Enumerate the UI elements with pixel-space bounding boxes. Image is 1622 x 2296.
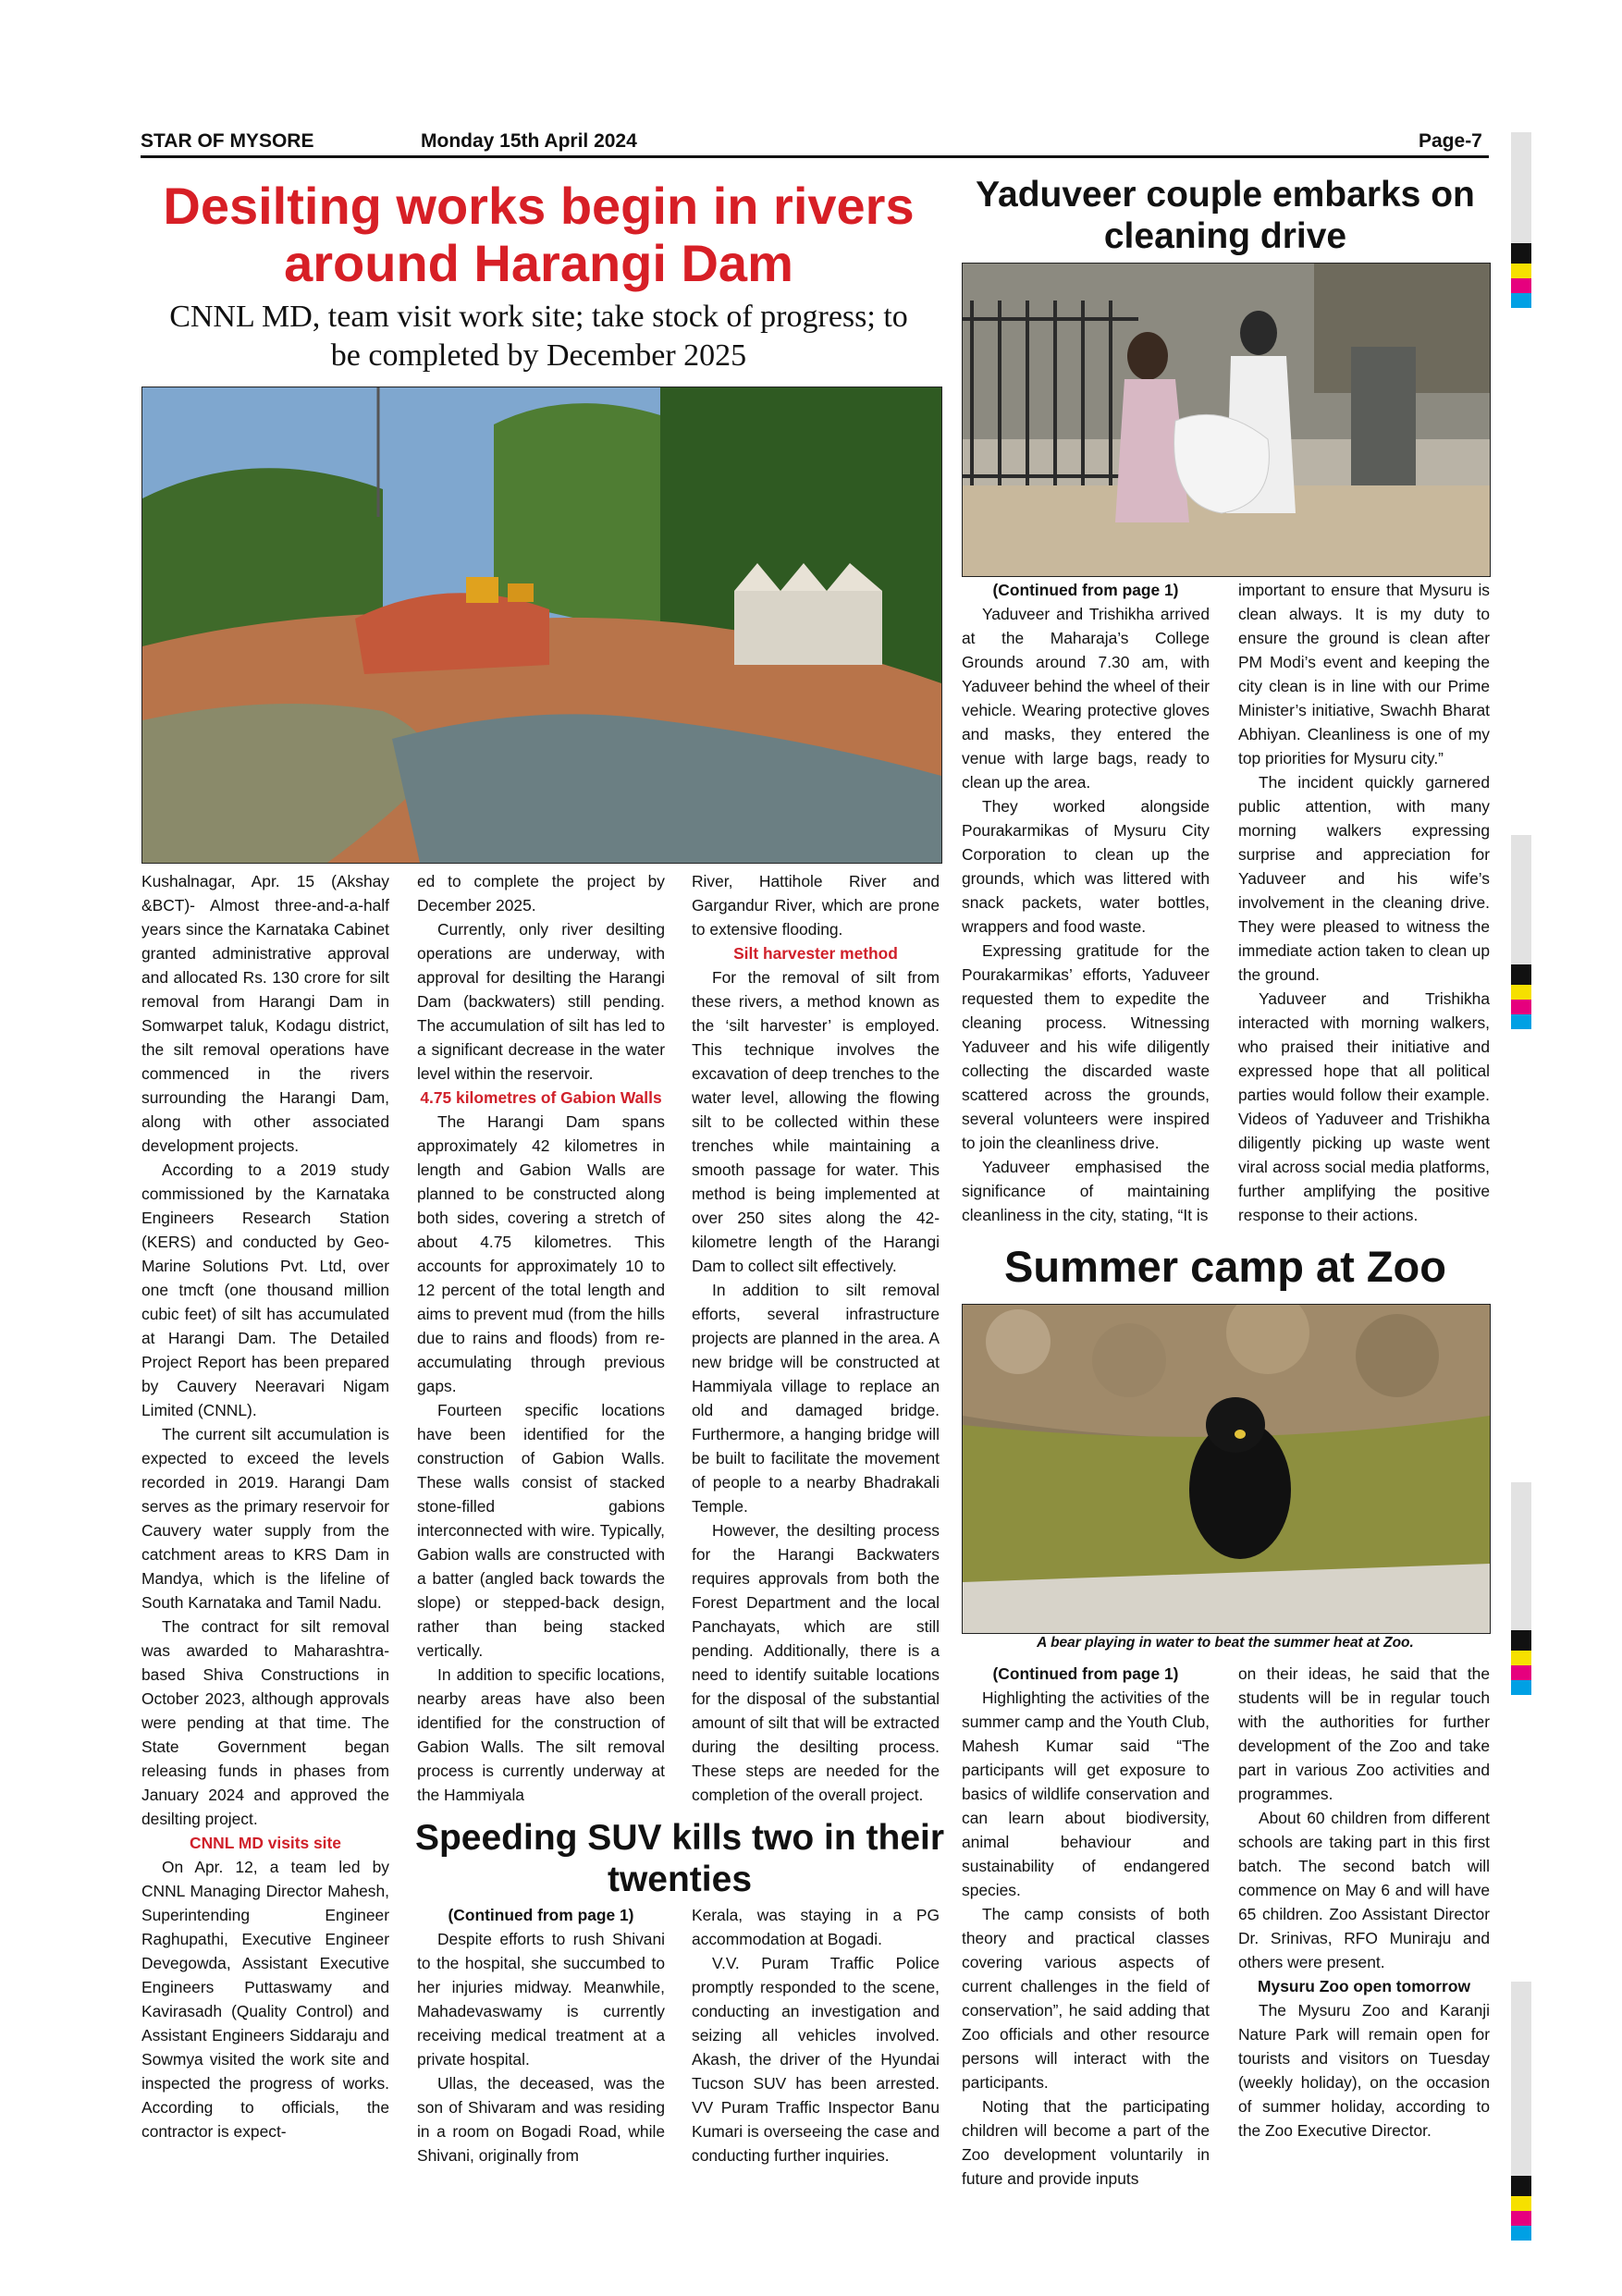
- desilting-column-3: [692, 869, 940, 1807]
- article-paragraph: In addition to specific locations, nearby areas have also been identified for the construction of Gabion Walls. The silt removal process is currently underway at the Hammiyala: [417, 1665, 665, 1804]
- yaduveer-headline: Yaduveer couple embarks on cleaning drive: [976, 175, 1475, 256]
- suv-column-1: [417, 1903, 665, 2167]
- desilting-column-2: [417, 869, 665, 1807]
- article-paragraph: About 60 children from different schools are taking part in this first batch. The second batch will commence on May 6 and will have 65 children. Zoo Assistant Director Dr. Srinivas, RFO Muniraju and others were present.: [1238, 1809, 1490, 1971]
- print-registration-strip: [1511, 132, 1531, 2296]
- yaduveer-column-2: [1238, 578, 1490, 1227]
- subheading: Silt harvester method: [733, 944, 898, 963]
- article-paragraph: The current silt accumulation is expected to exceed the levels recorded in 2019. Harangi Dam serves as the primary reservoir for Cauvery water supply from the catchment areas to KRS Dam in Mandya, which is the lifeline of South Karnataka and Tamil Nadu.: [141, 1425, 389, 1612]
- header-rule: [141, 155, 1489, 158]
- yaduveer-column-1: [962, 578, 1210, 1227]
- subheading: 4.75 kilometres of Gabion Walls: [420, 1088, 662, 1107]
- zoo-headline: Summer camp at Zoo: [1004, 1242, 1446, 1291]
- zoo-column-1: [962, 1662, 1210, 2191]
- article-paragraph: on their ideas, he said that the students will be in regular touch with the authorities for further development of the Zoo and take part in various Zoo activities and programmes.: [1238, 1664, 1490, 1803]
- article-paragraph: In addition to silt removal efforts, several infrastructure projects are planned in the area. A new bridge will be constructed at Hammiyala village to replace an old and damaged bridge. Furthermore, a hanging bridge will be built to facilitate the movement of people to a nearby Bhadrakali Temple.: [692, 1281, 940, 1516]
- article-paragraph: important to ensure that Mysuru is clean always. It is my duty to ensure the ground is clean after PM Modi’s event and keeping the city clean is in line with our Prime Minister’s initiative, Swachh Bharat Abhiyan. Cleanliness is one of my top priorities for Mysuru city.”: [1238, 581, 1490, 767]
- bear-in-water-photo: [962, 1304, 1491, 1634]
- continued-label: (Continued from page 1): [448, 1906, 634, 1924]
- desilting-deck: CNNL MD, team visit work site; take stock of progress; to be completed by December 2025: [169, 300, 908, 373]
- article-paragraph: The contract for silt removal was awarded to Maharashtra-based Shiva Constructions in October 2023, although approvals were pending at that time. The State Government began releasing funds in phases from January 2024 and approved the desilting project.: [141, 1617, 389, 1828]
- article-paragraph: The camp consists of both theory and practical classes covering various aspects of current challenges in the field of conservation”, he said adding that Zoo officials and other resource persons will interact with the participants.: [962, 1905, 1210, 2092]
- continued-label: (Continued from page 1): [992, 581, 1179, 599]
- article-paragraph: ed to complete the project by December 2025.: [417, 872, 665, 915]
- page-number: Page-7: [1419, 130, 1482, 152]
- article-paragraph: The incident quickly garnered public attention, with many morning walkers expressing surprise and appreciation for Yaduveer and his wife’s involvement in the cleaning drive. They were pleased to witness the immediate action taken to clean up the ground.: [1238, 773, 1490, 984]
- river-worksite-photo: [141, 387, 942, 864]
- article-paragraph: According to a 2019 study commissioned by the Karnataka Engineers Research Station (KERS) and conducted by Geo-Marine Solutions Pvt. Ltd, over one tmcft (one thousand million cubic feet) of silt has accumulated at Harangi Dam. The Detailed Project Report has been prepared by Cauvery Neeravari Nigam Limited (CNNL).: [141, 1160, 389, 1419]
- continued-label: (Continued from page 1): [992, 1664, 1179, 1683]
- suv-headline: Speeding SUV kills two in their twenties: [414, 1818, 945, 1899]
- bear-in-water-photo-art: [963, 1305, 1490, 1633]
- zoo-column-2: [1238, 1662, 1490, 2143]
- article-paragraph: Yaduveer and Trishikha arrived at the Maharaja’s College Grounds around 7.30 am, with Yaduveer behind the wheel of their vehicle. Wearing protective gloves and masks, they entered the venue with large bags, ready to clean up the area.: [962, 605, 1210, 792]
- article-paragraph: Despite efforts to rush Shivani to the hospital, she succumbed to her injuries midway. Meanwhile, Mahadevaswamy is currently receiving medical treatment at a private hospital.: [417, 1930, 665, 2069]
- article-paragraph: They worked alongside Pourakarmikas of Mysuru City Corporation to clean up the grounds, which was littered with snack packets, water bottles, wrappers and food waste.: [962, 797, 1210, 936]
- article-paragraph: For the removal of silt from these rivers, a method known as the ‘silt harvester’ is employed. This technique involves the excavation of deep trenches to the water level, allowing the flowing silt to be collected within these trenches while maintaining a smooth passage for water. This method is being implemented at over 250 sites along the 42-kilometre length of the Harangi Dam to collect silt effectively.: [692, 968, 940, 1275]
- article-paragraph: River, Hattihole River and Gargandur River, which are prone to extensive flooding.: [692, 872, 940, 939]
- article-paragraph: Expressing gratitude for the Pourakarmikas’ efforts, Yaduveer requested them to expedite the cleaning process. Witnessing Yaduveer and his wife diligently collecting the discarded waste scattered across the grounds, several volunteers were inspired to join the cleanliness drive.: [962, 941, 1210, 1152]
- river-worksite-photo-art: [142, 387, 941, 863]
- article-paragraph: On Apr. 12, a team led by CNNL Managing Director Mahesh, Superintending Engineer Raghupathi, Executive Engineer Devegowda, Assistant Executive Engineers Puttaswamy and Kavirasadh (Quality Control) and Assistant Engineers Siddaraju and Sowmya visited the work site and inspected the progress of works. According to officials, the contractor is expect-: [141, 1858, 389, 2141]
- cleaning-drive-photo-art: [963, 264, 1490, 576]
- article-paragraph: Yaduveer emphasised the significance of maintaining cleanliness in the city, stating, “It is: [962, 1158, 1210, 1224]
- newspaper-name: STAR OF MYSORE: [141, 130, 314, 152]
- article-paragraph: Yaduveer and Trishikha interacted with morning walkers, who praised their initiative and expressed hope that all political parties would follow their example. Videos of Yaduveer and Trishikha diligently picking up waste went viral across social media platforms, further amplifying the positive response to their actions.: [1238, 989, 1490, 1224]
- article-paragraph: The Mysuru Zoo and Karanji Nature Park will remain open for tourists and visitors on Tuesday (weekly holiday), on the occasion of summer holiday, according to the Zoo Executive Director.: [1238, 2001, 1490, 2140]
- article-paragraph: Ullas, the deceased, was the son of Shivaram and was residing in a room on Bogadi Road, while Shivani, originally from: [417, 2074, 665, 2165]
- article-paragraph: V.V. Puram Traffic Police promptly responded to the scene, conducting an investigation and seizing all vehicles involved. Akash, the driver of the Hyundai Tucson SUV has been arrested. VV Puram Traffic Inspector Banu Kumari is overseeing the case and conducting further inquiries.: [692, 1954, 940, 2165]
- article-paragraph: Kushalnagar, Apr. 15 (Akshay &BCT)- Almost three-and-a-half years since the Karnataka Cabinet granted administrative approval and allocated Rs. 130 crore for silt removal from Harangi Dam in Somwarpet taluk, Kodagu district, the silt removal operations have commenced in the rivers surrounding the Harangi Dam, along with other associated development projects.: [141, 872, 389, 1155]
- issue-date: Monday 15th April 2024: [421, 130, 637, 152]
- cleaning-drive-photo: [962, 263, 1491, 577]
- article-paragraph: Noting that the participating children will become a part of the Zoo development voluntarily in future and provide inputs: [962, 2097, 1210, 2188]
- article-paragraph: Kerala, was staying in a PG accommodation at Bogadi.: [692, 1906, 940, 1948]
- zoo-photo-caption: A bear playing in water to beat the summer heat at Zoo.: [1037, 1635, 1414, 1651]
- article-paragraph: Currently, only river desilting operations are underway, with approval for desilting the Harangi Dam (backwaters) still pending. The accumulation of silt has led to a significant decrease in the water level within the reservoir.: [417, 920, 665, 1083]
- suv-column-2: [692, 1903, 940, 2167]
- subheading: Mysuru Zoo open tomorrow: [1258, 1977, 1470, 1995]
- desilting-column-1: [141, 869, 389, 2143]
- subheading: CNNL MD visits site: [190, 1834, 341, 1852]
- article-paragraph: Fourteen specific locations have been identified for the construction of Gabion Walls. These walls consist of stacked stone-filled gabions interconnected with wire. Typically, Gabion walls are constructed with a batter (angled back towards the slope) or stepped-back design, rather than being stacked vertically.: [417, 1401, 665, 1660]
- article-paragraph: The Harangi Dam spans approximately 42 kilometres in length and Gabion Walls are planned to be constructed along both sides, covering a stretch of about 4.75 kilometres. This accounts for approximately 10 to 12 percent of the total length and aims to prevent mud (from the hills due to rains and floods) from re-accumulating through previous gaps.: [417, 1112, 665, 1395]
- article-paragraph: Highlighting the activities of the summer camp and the Youth Club, Mahesh Kumar said “The participants will get exposure to basics of wildlife conservation and can learn about biodiversity, animal behaviour and sustainability of endangered species.: [962, 1688, 1210, 1899]
- desilting-col1-body: [141, 869, 389, 2143]
- desilting-headline: Desilting works begin in rivers around Harangi Dam: [163, 177, 915, 292]
- article-paragraph: However, the desilting process for the Harangi Backwaters requires approvals from both the Forest Department and the local Panchayats, which are still pending. Additionally, there is a need to identify suitable locations for the disposal of the substantial amount of silt that will be extracted during the desilting process. These steps are needed for the completion of the overall project.: [692, 1521, 940, 1804]
